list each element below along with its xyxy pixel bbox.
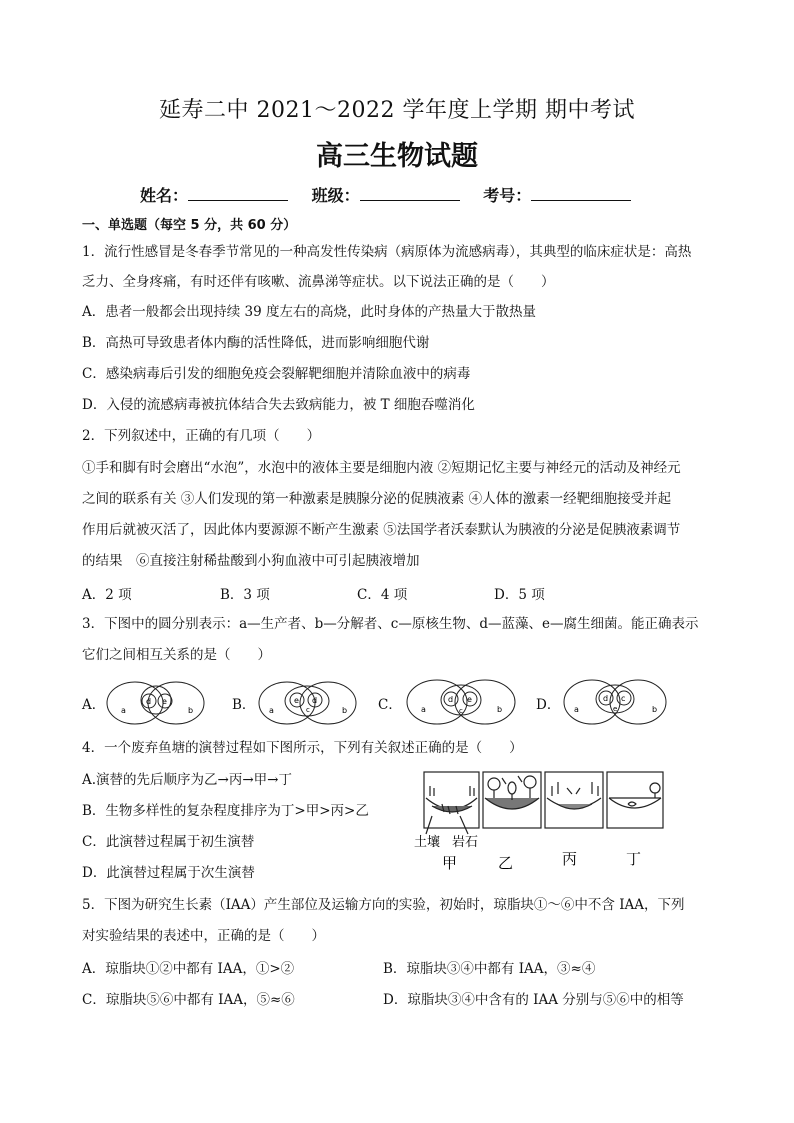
q1-stem-line1: 1．流行性感冒是冬春季节常见的一种高发性传染病（病原体为流感病毒），其典型的临床症状是：高热 xyxy=(82,244,692,260)
fig-label-bing: 丙 xyxy=(562,850,578,868)
venn-diagram-d xyxy=(560,677,672,727)
venn-diagram-c xyxy=(403,677,523,727)
venn-c-label-a: a xyxy=(421,705,426,714)
venn-b-label-a: a xyxy=(269,706,274,715)
q1-option-b: B．高热可导致患者体内酶的活性降低，进而影响细胞代谢 xyxy=(82,335,430,351)
q2-statement-line4: 的结果 ⑥直接注射稀盐酸到小狗血液中可引起胰液增加 xyxy=(82,553,420,569)
venn-d-label-b: b xyxy=(652,705,658,714)
panel-ding xyxy=(607,772,663,828)
name-label: 姓名： xyxy=(140,186,189,205)
q1-option-a: A．患者一般都会出现持续 39 度左右的高烧，此时身体的产热量大于散热量 xyxy=(82,304,537,320)
q2-option-b: B．3 项 xyxy=(220,587,270,603)
q2-stem: 2．下列叙述中，正确的有几项（ ） xyxy=(82,428,321,444)
q2-statement-line2: 之间的联系有关 ③人们发现的第一种激素是胰腺分泌的促胰液素 ④人体的激素一经靶细胞接受并起 xyxy=(82,491,672,507)
exam-no-blank[interactable] xyxy=(531,186,631,201)
venn-a-label-e: e xyxy=(162,697,167,706)
q3-option-b: B． xyxy=(232,697,256,713)
venn-diagram-a xyxy=(103,679,213,727)
class-label: 班级： xyxy=(311,186,360,205)
venn-d-label-e: e xyxy=(613,705,618,713)
q4-option-a: A.演替的先后顺序为乙→丙→甲→丁 xyxy=(82,772,292,788)
panel-bing xyxy=(545,772,603,828)
fig-label-soil: 土壤 xyxy=(414,835,441,850)
venn-a-label-a: a xyxy=(121,706,126,715)
q3-option-d: D． xyxy=(536,697,561,713)
q3-stem-line1: 3．下图中的圆分别表示：a—生产者、b—分解者、c—原核生物、d—蓝藻、e—腐生细菌。能正确表示 xyxy=(82,616,699,632)
venn-a-label-d: d xyxy=(146,697,152,706)
venn-b-label-d: d xyxy=(312,696,318,705)
panel-jia xyxy=(424,772,479,828)
venn-c-label-d: d xyxy=(448,695,454,704)
fig-label-rock: 岩石 xyxy=(452,835,479,850)
q2-statement-line1: ①手和脚有时会磨出“水泡”，水泡中的液体主要是细胞内液 ②短期记忆主要与神经元的活动及神经元 xyxy=(82,460,681,476)
q3-option-c: C． xyxy=(378,697,402,713)
q1-option-d: D．入侵的流感病毒被抗体结合失去致病能力，被 T 细胞吞噬消化 xyxy=(82,397,475,413)
venn-d-label-a: a xyxy=(574,705,579,714)
q2-option-d: D．5 项 xyxy=(494,587,545,603)
fig-label-jia: 甲 xyxy=(442,854,458,872)
venn-c-label-e: e xyxy=(467,695,472,704)
q2-statement-line3: 作用后就被灭活了，因此体内要源源不断产生激素 ⑤法国学者沃泰默认为胰液的分泌是促胰液素调节 xyxy=(82,522,681,538)
succession-figure xyxy=(412,768,674,874)
fig-label-yi: 乙 xyxy=(498,854,514,872)
section-heading: 一、单选题（每空 5 分，共 60 分） xyxy=(82,218,297,233)
venn-a-label-b: b xyxy=(188,706,194,715)
q5-stem-line1: 5．下图为研究生长素（IAA）产生部位及运输方向的实验，初始时，琼脂块①～⑥中不含 IAA，下列 xyxy=(82,897,685,913)
name-blank[interactable] xyxy=(188,186,288,201)
class-blank[interactable] xyxy=(360,186,460,201)
q4-option-d: D．此演替过程属于次生演替 xyxy=(82,865,255,881)
q4-option-b: B．生物多样性的复杂程度排序为丁>甲>丙>乙 xyxy=(82,803,369,819)
q5-option-a: A．琼脂块①②中都有 IAA，①>② xyxy=(82,961,295,977)
school-title: 延寿二中 2021～2022 学年度上学期 期中考试 xyxy=(159,98,635,123)
venn-diagram-b xyxy=(255,679,365,727)
venn-b-label-e: e xyxy=(294,696,299,705)
venn-c-label-b: b xyxy=(497,705,503,714)
venn-b-label-c: c xyxy=(306,706,310,714)
q5-option-b: B．琼脂块③④中都有 IAA，③≈④ xyxy=(383,961,596,977)
exam-no-label: 考号： xyxy=(483,186,532,205)
q1-stem-line2: 乏力、全身疼痛，有时还伴有咳嗽、流鼻涕等症状。以下说法正确的是（ ） xyxy=(82,274,555,290)
q4-stem: 4．一个废弃鱼塘的演替过程如下图所示，下列有关叙述正确的是（ ） xyxy=(82,740,523,756)
q2-option-c: C．4 项 xyxy=(357,587,408,603)
q5-option-d: D．琼脂块③④中含有的 IAA 分别与⑤⑥中的相等 xyxy=(383,992,684,1008)
q5-option-c: C．琼脂块⑤⑥中都有 IAA，⑤≈⑥ xyxy=(82,992,295,1008)
q1-option-c: C．感染病毒后引发的细胞免疫会裂解靶细胞并清除血液中的病毒 xyxy=(82,366,471,382)
venn-d-label-c: c xyxy=(621,694,626,703)
q3-option-a: A． xyxy=(82,697,106,713)
q5-stem-line2: 对实验结果的表述中，正确的是（ ） xyxy=(82,928,325,944)
q2-option-a: A．2 项 xyxy=(82,587,132,603)
venn-b-label-b: b xyxy=(342,706,348,715)
venn-c-label-c: c xyxy=(459,707,463,715)
venn-d-label-d: d xyxy=(603,694,609,703)
student-info-row xyxy=(140,183,680,206)
subject-title: 高三生物试题 xyxy=(316,141,478,172)
fig-label-ding: 丁 xyxy=(626,850,642,868)
q3-stem-line2: 它们之间相互关系的是（ ） xyxy=(82,647,271,663)
q4-option-c: C．此演替过程属于初生演替 xyxy=(82,834,255,850)
